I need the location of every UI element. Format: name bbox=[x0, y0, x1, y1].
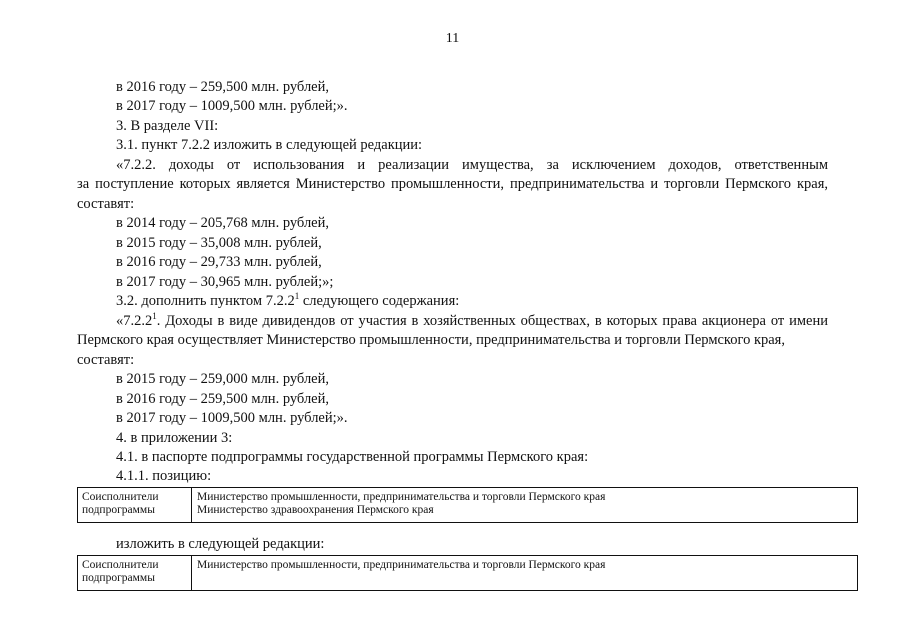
superscript: 1 bbox=[294, 291, 300, 302]
text-line: в 2017 году – 30,965 млн. рублей;»; bbox=[116, 274, 334, 290]
cell-text: Соисполнители bbox=[82, 491, 159, 503]
cell-text: подпрограммы bbox=[82, 504, 155, 516]
table-old-position bbox=[77, 487, 858, 523]
text-line: 4.1.1. позицию: bbox=[116, 468, 212, 484]
superscript: 1 bbox=[152, 311, 157, 322]
text-line: 4.1. в паспорте подпрограммы государственной программы Пермского края: bbox=[116, 449, 589, 465]
table-label-cell bbox=[78, 556, 192, 590]
cell-text: Министерство здравоохранения Пермского края bbox=[197, 504, 434, 516]
text-line: в 2015 году – 35,008 млн. рублей, bbox=[116, 235, 322, 251]
text-line: изложить в следующей редакции: bbox=[116, 536, 325, 552]
text-line: в 2015 году – 259,000 млн. рублей, bbox=[116, 371, 330, 387]
text-line: 3.1. пункт 7.2.2 изложить в следующей редакции: bbox=[116, 137, 423, 153]
cell-text: Министерство промышленности, предпринимательства и торговли Пермского края bbox=[197, 491, 606, 503]
text-line: в 2016 году – 259,500 млн. рублей, bbox=[116, 391, 330, 407]
text-line bbox=[116, 292, 459, 310]
cell-text: Соисполнители bbox=[82, 559, 159, 571]
paragraph-line: за поступление которых является Министерство промышленности, предпринимательства и торговли Пермского края, bbox=[77, 176, 828, 192]
table-label-cell bbox=[78, 488, 192, 522]
table-value-cell bbox=[192, 556, 857, 572]
table-new-position bbox=[77, 555, 858, 591]
text-segment: . Доходы в виде дивидендов от участия в хозяйственных обществах, в которых права акционера от имени bbox=[156, 313, 828, 329]
paragraph-line: Пермского края осуществляет Министерство промышленности, предпринимательства и торговли Пермского края, bbox=[77, 332, 785, 348]
paragraph-line bbox=[116, 312, 828, 330]
page-number: 11 bbox=[445, 31, 460, 46]
cell-text: подпрограммы bbox=[82, 572, 155, 584]
text-segment: следующего содержания: bbox=[299, 293, 460, 309]
text-line: 4. в приложении 3: bbox=[116, 430, 233, 446]
text-line: в 2014 году – 205,768 млн. рублей, bbox=[116, 215, 330, 231]
text-segment: 3.2. дополнить пунктом 7.2.2 bbox=[116, 293, 295, 309]
text-line: в 2016 году – 259,500 млн. рублей, bbox=[116, 79, 330, 95]
text-line: в 2017 году – 1009,500 млн. рублей;». bbox=[116, 410, 348, 426]
text-line: в 2017 году – 1009,500 млн. рублей;». bbox=[116, 98, 348, 114]
section-heading: 3. В разделе VII: bbox=[116, 118, 219, 134]
text-line: составят: bbox=[77, 352, 135, 368]
text-line: в 2016 году – 29,733 млн. рублей, bbox=[116, 254, 322, 270]
cell-text: Министерство промышленности, предпринимательства и торговли Пермского края bbox=[197, 559, 606, 571]
paragraph-line: «7.2.2. доходы от использования и реализации имущества, за исключением доходов, ответственным bbox=[116, 157, 828, 173]
text-line: составят: bbox=[77, 196, 135, 212]
text-segment: «7.2.2 bbox=[116, 313, 153, 329]
table-value-cell bbox=[192, 488, 857, 517]
